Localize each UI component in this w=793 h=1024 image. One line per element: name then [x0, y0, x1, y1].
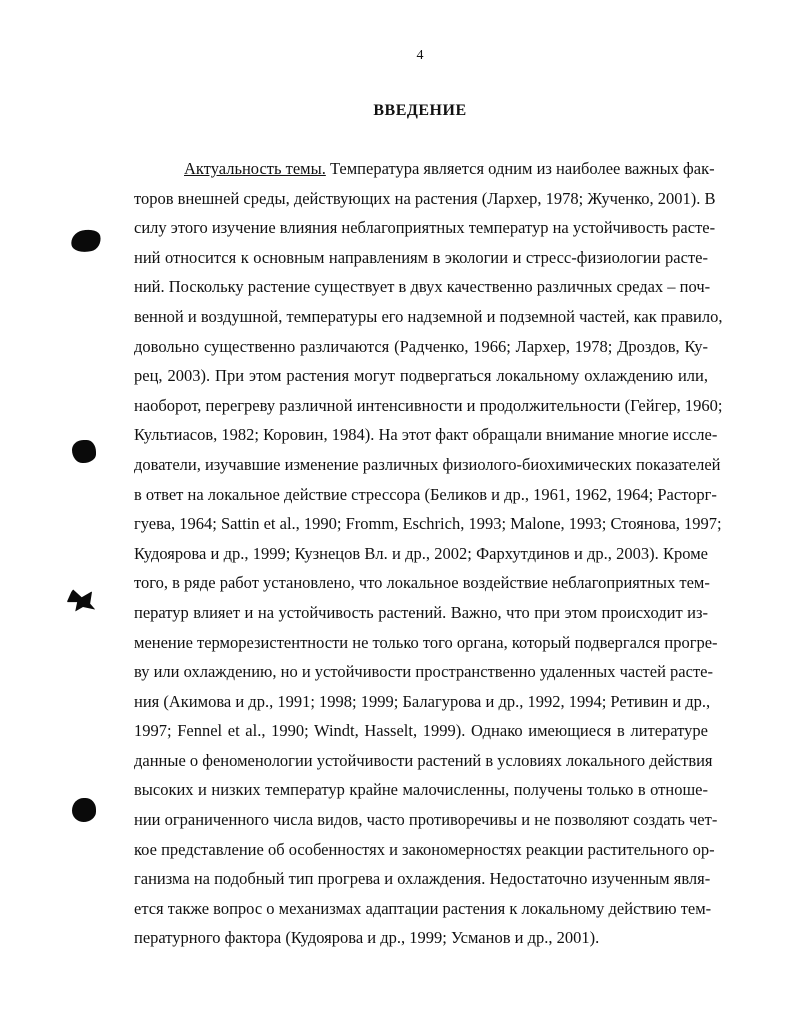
body-paragraph — [134, 154, 723, 953]
paragraph-line: рец, 2003). При этом растения могут подвергаться локальному охлаждению или, — [134, 366, 708, 386]
paragraph-line: дователи, изучавшие изменение различных физиолого-биохимических показателей — [134, 454, 721, 474]
paragraph-line: высоких и низких температур крайне малочисленны, получены только в отноше- — [134, 780, 708, 800]
paragraph-line: данные о феноменологии устойчивости растений в условиях локального действия — [134, 750, 713, 770]
paragraph-line: ператур влияет и на устойчивость растений. Важно, что при этом происходит из- — [134, 602, 708, 622]
paragraph-line: венной и воздушной, температуры его надземной и подземной частей, как правило, — [134, 306, 723, 326]
paragraph-line: в ответ на локальное действие стрессора (Беликов и др., 1961, 1962, 1964; Расторг- — [134, 484, 717, 504]
paragraph-line: Культиасов, 1982; Коровин, 1984). На этот факт обращали внимание многие иссле- — [134, 425, 718, 445]
paragraph-line: торов внешней среды, действующих на растения (Лархер, 1978; Жученко, 2001). В — [134, 188, 716, 208]
paragraph-line: пературного фактора (Кудоярова и др., 1999; Усманов и др., 2001). — [134, 928, 600, 948]
paragraph-line: силу этого изучение влияния неблагоприятных температур на устойчивость расте- — [134, 218, 716, 238]
paragraph-line: гуева, 1964; Sattin et al., 1990; Fromm, Eschrich, 1993; Malone, 1993; Стоянова, 1997; — [134, 514, 722, 534]
ink-blot-mark — [64, 582, 103, 620]
topic-term: Актуальность темы. — [184, 159, 326, 178]
page-number: 4 — [416, 48, 424, 63]
paragraph-line: Кудоярова и др., 1999; Кузнецов Вл. и др., 2002; Фархутдинов и др., 2003). Кроме — [134, 543, 708, 563]
paragraph-line — [134, 154, 715, 184]
paragraph-line: ний. Поскольку растение существует в двух качественно различных средах – поч- — [134, 277, 711, 297]
paragraph-line: нии ограниченного числа видов, часто противоречивы и не позволяют создать чет- — [134, 810, 718, 830]
paragraph-line: того, в ряде работ установлено, что локальное воздействие неблагоприятных тем- — [134, 573, 710, 593]
ink-blot-mark — [72, 440, 96, 463]
paragraph-line: менение терморезистентности не только того органа, который подвергался прогре- — [134, 632, 718, 652]
ink-blot-mark — [69, 227, 103, 255]
paragraph-line: наоборот, перегреву различной интенсивности и продолжительности (Гейгер, 1960; — [134, 395, 723, 415]
paragraph-line-text: Температура является одним из наиболее важных фак- — [325, 159, 715, 178]
paragraph-line: ется также вопрос о механизмах адаптации растения к локальному действию тем- — [134, 898, 712, 918]
paragraph-line: кое представление об особенностях и закономерностях реакции растительного ор- — [134, 839, 715, 859]
paragraph-line: довольно существенно различаются (Радченко, 1966; Лархер, 1978; Дроздов, Ку- — [134, 336, 708, 356]
section-heading: ВВЕДЕНИЕ — [373, 102, 467, 119]
ink-blot-mark — [72, 798, 96, 822]
paragraph-line: ния (Акимова и др., 1991; 1998; 1999; Балагурова и др., 1992, 1994; Ретивин и др., — [134, 691, 711, 711]
paragraph-line: ву или охлаждению, но и устойчивости пространственно удаленных частей расте- — [134, 662, 713, 682]
paragraph-line: ний относится к основным направлениям в экологии и стресс-физиологии расте- — [134, 247, 708, 267]
paragraph-line: ганизма на подобный тип прогрева и охлаждения. Недостаточно изученным явля- — [134, 869, 711, 889]
paragraph-line: 1997; Fennel et al., 1990; Windt, Hasselt, 1999). Однако имеющиеся в литературе — [134, 721, 708, 741]
